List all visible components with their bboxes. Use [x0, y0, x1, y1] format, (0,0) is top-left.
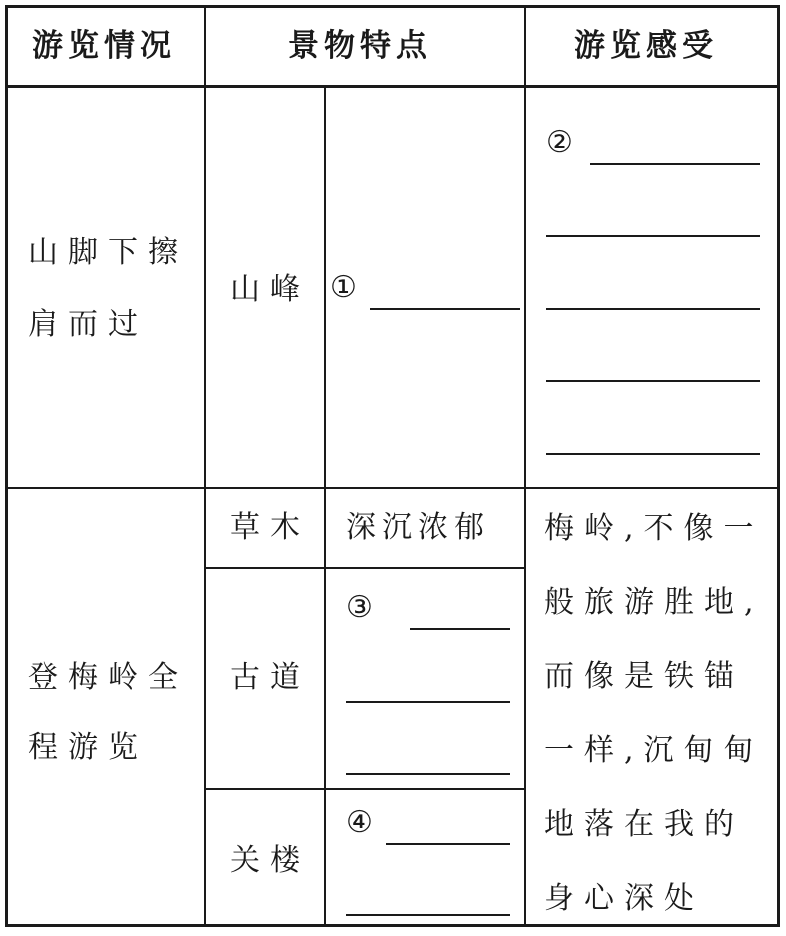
section-divider [8, 487, 777, 489]
scene-mountain: 山峰 [230, 272, 310, 307]
answer-blank-4-line1[interactable] [386, 843, 510, 845]
comparison-table [5, 5, 780, 927]
answer-blank-2-line2[interactable] [546, 235, 760, 237]
header-divider [8, 85, 777, 88]
feelings-line-3: 而像是铁锚 [544, 659, 744, 694]
blank-marker-3: ③ [346, 590, 373, 625]
answer-blank-3-line3[interactable] [346, 773, 510, 775]
feelings-line-5: 地落在我的 [544, 807, 744, 842]
answer-blank-2-line1[interactable] [590, 163, 760, 165]
scene-ancient-road: 古道 [230, 660, 310, 695]
blank-marker-4: ④ [346, 805, 373, 840]
feelings-line-1: 梅岭,不像一 [544, 511, 764, 546]
answer-blank-2-line3[interactable] [546, 308, 760, 310]
row-divider-gudao [204, 788, 524, 790]
answer-blank-1[interactable] [370, 308, 520, 310]
situation-2-line1: 登梅岭全 [28, 660, 188, 695]
scene-pass-tower: 关楼 [230, 843, 310, 878]
situation-2-line2: 程游览 [28, 730, 148, 765]
feelings-line-4: 一样,沉甸甸 [544, 733, 764, 768]
situation-1-line2: 肩而过 [28, 307, 148, 342]
col-divider-2 [524, 8, 526, 924]
answer-blank-4-line2[interactable] [346, 914, 510, 916]
answer-blank-3-line2[interactable] [346, 701, 510, 703]
answer-blank-2-line4[interactable] [546, 380, 760, 382]
header-feelings: 游览感受 [574, 28, 718, 64]
col-divider-scene-feature [324, 85, 326, 924]
blank-marker-2: ② [546, 125, 573, 160]
col-divider-1 [204, 8, 206, 924]
header-situation: 游览情况 [32, 28, 176, 64]
feelings-line-2: 般旅游胜地, [544, 585, 764, 620]
row-divider-caomu [204, 567, 524, 569]
scene-grass-trees: 草木 [230, 510, 310, 545]
answer-blank-2-line5[interactable] [546, 453, 760, 455]
feelings-line-6: 身心深处 [544, 881, 704, 916]
header-features: 景物特点 [288, 28, 432, 64]
feature-grass-trees: 深沉浓郁 [346, 510, 490, 545]
blank-marker-1: ① [330, 270, 357, 305]
answer-blank-3-line1[interactable] [410, 628, 510, 630]
situation-1-line1: 山脚下擦 [28, 235, 188, 270]
